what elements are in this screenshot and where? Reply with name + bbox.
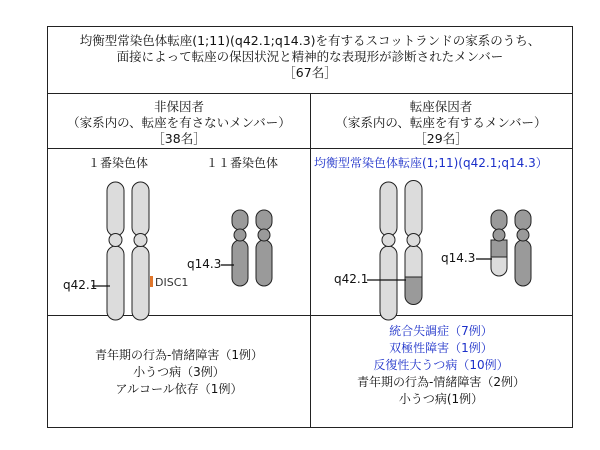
diagnosis-item: 小うつ病(1例） bbox=[398, 392, 484, 406]
chromosome-arm bbox=[256, 240, 272, 286]
carrier-chr1-pair bbox=[367, 181, 422, 321]
chromosome-arm bbox=[232, 240, 248, 286]
chromosome-arm bbox=[491, 240, 507, 257]
chr11-label: １１番染色体 bbox=[206, 156, 279, 170]
q143-label: q14.3 bbox=[187, 257, 222, 271]
centromere bbox=[493, 229, 505, 241]
title-line-2: 面接によって転座の保因状況と精神的な表現形が診断されたメンバー bbox=[116, 49, 504, 64]
noncarrier-count: ［38名］ bbox=[152, 131, 206, 146]
chromosome-arm bbox=[232, 210, 248, 230]
carrier-count: ［29名］ bbox=[414, 131, 468, 146]
noncarrier-subheading: （家系内の、転座を有さないメンバー） bbox=[67, 115, 291, 130]
noncarrier-heading: 非保因者 bbox=[153, 99, 204, 114]
chromosome-arm bbox=[405, 246, 422, 278]
centromere bbox=[258, 229, 270, 241]
chr1-pair bbox=[92, 182, 149, 320]
diagnosis-item: 反復性大うつ病（10例） bbox=[373, 358, 509, 372]
diagnosis-item: アルコール依存（1例） bbox=[115, 382, 243, 396]
diagnosis-item: 双極性障害（1例） bbox=[389, 341, 493, 355]
chromosome-arm bbox=[132, 246, 149, 320]
q421-label: q42.1 bbox=[63, 278, 98, 292]
diagnosis-item: 小うつ病（3例） bbox=[133, 365, 225, 379]
chromosome-arm bbox=[107, 182, 124, 236]
carrier-q143-label: q14.3 bbox=[441, 251, 476, 265]
translocation-label: 均衡型常染色体転座(1;11)(q42.1;q14.3） bbox=[314, 156, 548, 170]
chromosome-arm bbox=[515, 210, 531, 230]
disc1-text: DISC1 bbox=[155, 276, 189, 289]
carrier-q421-label: q42.1 bbox=[334, 272, 369, 286]
chromosome-arm bbox=[405, 181, 422, 238]
chromosome-arm bbox=[380, 246, 397, 320]
chromosome-arm bbox=[107, 246, 124, 320]
carrier-heading: 転座保因者 bbox=[409, 99, 473, 114]
chromosome-arm bbox=[132, 182, 149, 236]
diagnosis-item: 青年期の行為-情緒障害（1例） bbox=[95, 348, 263, 362]
carrier-chr11-pair bbox=[476, 210, 531, 286]
carrier-subheading: （家系内の、転座を有するメンバー） bbox=[335, 115, 547, 130]
chromosome-arm bbox=[380, 182, 397, 236]
centromere bbox=[382, 234, 395, 247]
centromere bbox=[407, 234, 420, 247]
centromere bbox=[234, 229, 246, 241]
chromosome-arm bbox=[491, 210, 507, 230]
centromere bbox=[134, 234, 147, 247]
title-count: ［67名］ bbox=[283, 65, 337, 80]
diagnosis-item: 統合失調症（7例） bbox=[389, 324, 493, 338]
translocated-segment bbox=[491, 257, 507, 276]
title-line-1: 均衡型常染色体転座(1;11)(q42.1;q14.3)を有するスコットランドの家系のうち、 bbox=[79, 33, 541, 48]
centromere bbox=[109, 234, 122, 247]
chromosome-arm bbox=[515, 240, 531, 286]
translocated-segment bbox=[405, 277, 422, 305]
chr11-pair bbox=[221, 210, 272, 286]
centromere bbox=[517, 229, 529, 241]
chr1-label: １番染色体 bbox=[88, 156, 149, 170]
diagnosis-item: 青年期の行為-情緒障害（2例） bbox=[357, 375, 525, 389]
chromosome-arm bbox=[256, 210, 272, 230]
